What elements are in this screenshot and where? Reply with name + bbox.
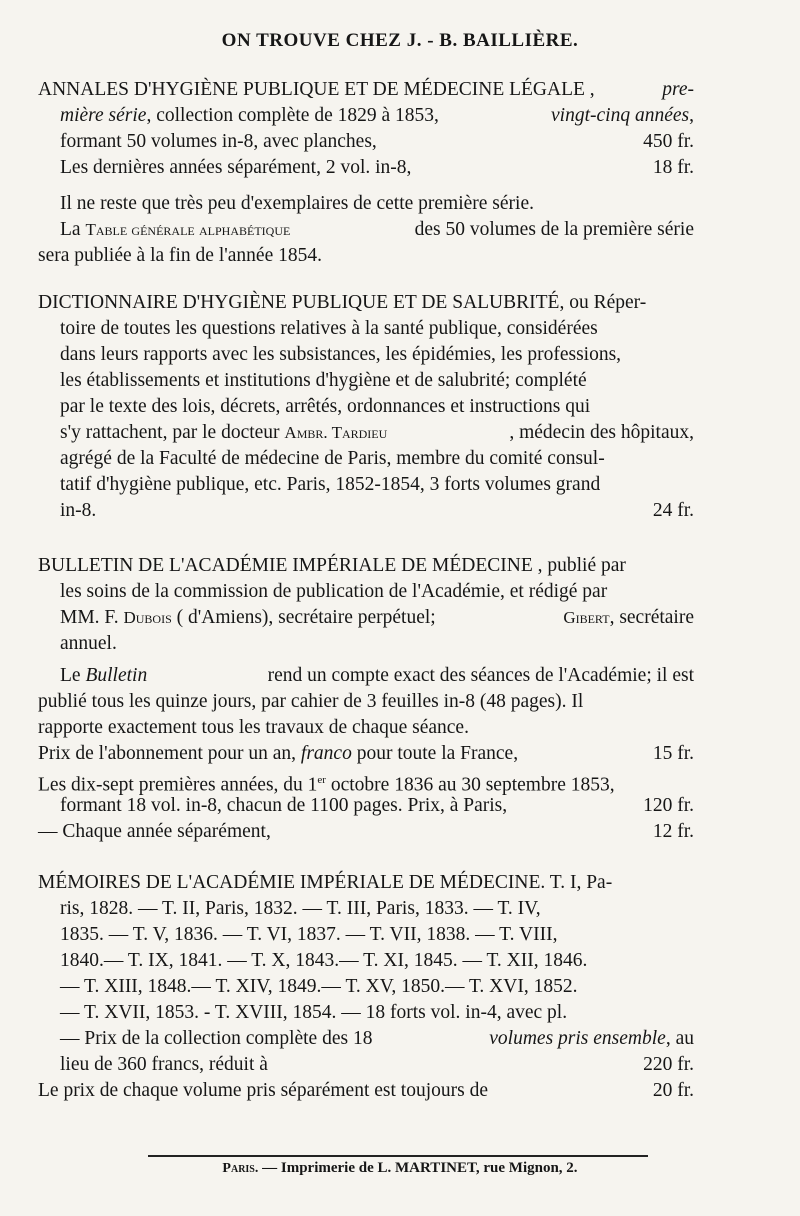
bulletin-note-3: rapporte exactement tous les travaux de chaque séance.	[38, 717, 469, 738]
memoires-entry	[38, 870, 694, 1104]
annales-line-3: formant 50 volumes in-8, avec planches, 450 fr.	[38, 129, 694, 155]
annales-note-3: sera publiée à la fin de l'année 1854.	[38, 245, 322, 266]
memoires-line-9: Le prix de chaque volume pris séparément est toujours de 20 fr.	[38, 1078, 694, 1104]
bulletin-line-4: annuel.	[60, 633, 117, 654]
price: 24 fr.	[652, 500, 694, 521]
memoires-line-3: 1835. — T. V, 1836. — T. VI, 1837. — T. VII, 1838. — T. VIII,	[60, 924, 558, 945]
memoires-line-8: lieu de 360 francs, réduit à 220 fr.	[38, 1052, 694, 1078]
bulletin-note-1: Le Bulletin rend un compte exact des séances de l'Académie; il est	[60, 665, 694, 686]
price: 450 fr.	[643, 131, 694, 152]
bulletin-line-3: MM. F. Dubois ( d'Amiens), secrétaire perpétuel; Gibert, secrétaire	[60, 607, 694, 628]
dictionnaire-line-4: les établissements et institutions d'hygiène et de salubrité; complété	[60, 370, 587, 391]
printer-imprint: Paris. — Imprimerie de L. MARTINET, rue Mignon, 2.	[222, 1160, 578, 1176]
dictionnaire-line-5: par le texte des lois, décrets, arrêtés, ordonnances et instructions qui	[60, 396, 591, 417]
price: 220 fr.	[643, 1054, 694, 1075]
memoires-line-2: ris, 1828. — T. II, Paris, 1832. — T. III, Paris, 1833. — T. IV,	[60, 898, 541, 919]
bulletin-entry	[38, 553, 694, 845]
price: 12 fr.	[652, 821, 694, 842]
price: 18 fr.	[652, 157, 694, 178]
dictionnaire-line-3: dans leurs rapports avec les subsistances, les épidémies, les professions,	[60, 344, 622, 365]
dictionnaire-line-8: tatif d'hygiène publique, etc. Paris, 1852-1854, 3 forts volumes grand	[60, 474, 601, 495]
bulletin-note-5: Les dix-sept premières années, du 1er octobre 1836 au 30 septembre 1853,	[38, 774, 615, 796]
annales-note-1: Il ne reste que très peu d'exemplaires de cette première série.	[60, 193, 534, 214]
memoires-line-4: 1840.— T. IX, 1841. — T. X, 1843.— T. XI, 1845. — T. XII, 1846.	[60, 950, 588, 971]
bulletin-note-2: publié tous les quinze jours, par cahier de 3 feuilles in-8 (48 pages). Il	[38, 691, 584, 712]
dictionnaire-line-7: agrégé de la Faculté de médecine de Paris, membre du comité consul-	[60, 448, 605, 469]
annales-note-2: La Table générale alphabétique des 50 volumes de la première série	[60, 219, 694, 240]
annales-line-1: ANNALES D'HYGIÈNE PUBLIQUE ET DE MÉDECINE LÉGALE , pre-	[38, 79, 694, 100]
footer-rule	[148, 1155, 648, 1157]
price: 15 fr.	[652, 743, 694, 764]
annales-line-4: Les dernières années séparément, 2 vol. in-8, 18 fr.	[38, 155, 694, 181]
memoires-line-5: — T. XIII, 1848.— T. XIV, 1849.— T. XV, 1850.— T. XVI, 1852.	[60, 976, 578, 997]
dictionnaire-line-2: toire de toutes les questions relatives à la santé publique, considérées	[60, 318, 598, 339]
dictionnaire-line-6: s'y rattachent, par le docteur Ambr. Tardieu , médecin des hôpitaux,	[60, 422, 694, 443]
annales-entry	[38, 77, 694, 269]
bulletin-note-7: — Chaque année séparément, 12 fr.	[38, 819, 694, 845]
dictionnaire-entry	[38, 290, 694, 524]
memoires-line-6: — T. XVII, 1853. - T. XVIII, 1854. — 18 forts vol. in-4, avec pl.	[60, 1002, 568, 1023]
price: 120 fr.	[643, 795, 694, 816]
dictionnaire-line-9: in-8. 24 fr.	[38, 498, 694, 524]
bulletin-line-1: BULLETIN DE L'ACADÉMIE IMPÉRIALE DE MÉDECINE , publié par	[38, 555, 626, 576]
memoires-line-7: — Prix de la collection complète des 18 volumes pris ensemble, au	[60, 1028, 694, 1049]
bulletin-line-2: les soins de la commission de publication de l'Académie, et rédigé par	[60, 581, 608, 602]
dictionnaire-line-1: DICTIONNAIRE D'HYGIÈNE PUBLIQUE ET DE SALUBRITÉ, ou Réper-	[38, 292, 647, 313]
annales-line-2: mière série, collection complète de 1829 à 1853, vingt-cinq années,	[60, 105, 694, 126]
price: 20 fr.	[652, 1080, 694, 1101]
page-header: ON TROUVE CHEZ J. - B. BAILLIÈRE.	[221, 30, 579, 51]
memoires-line-1: MÉMOIRES DE L'ACADÉMIE IMPÉRIALE DE MÉDECINE. T. I, Pa-	[38, 872, 613, 893]
bulletin-note-6: formant 18 vol. in-8, chacun de 1100 pages. Prix, à Paris, 120 fr.	[38, 793, 694, 819]
bulletin-note-4: Prix de l'abonnement pour un an, franco pour toute la France, 15 fr.	[38, 741, 694, 767]
